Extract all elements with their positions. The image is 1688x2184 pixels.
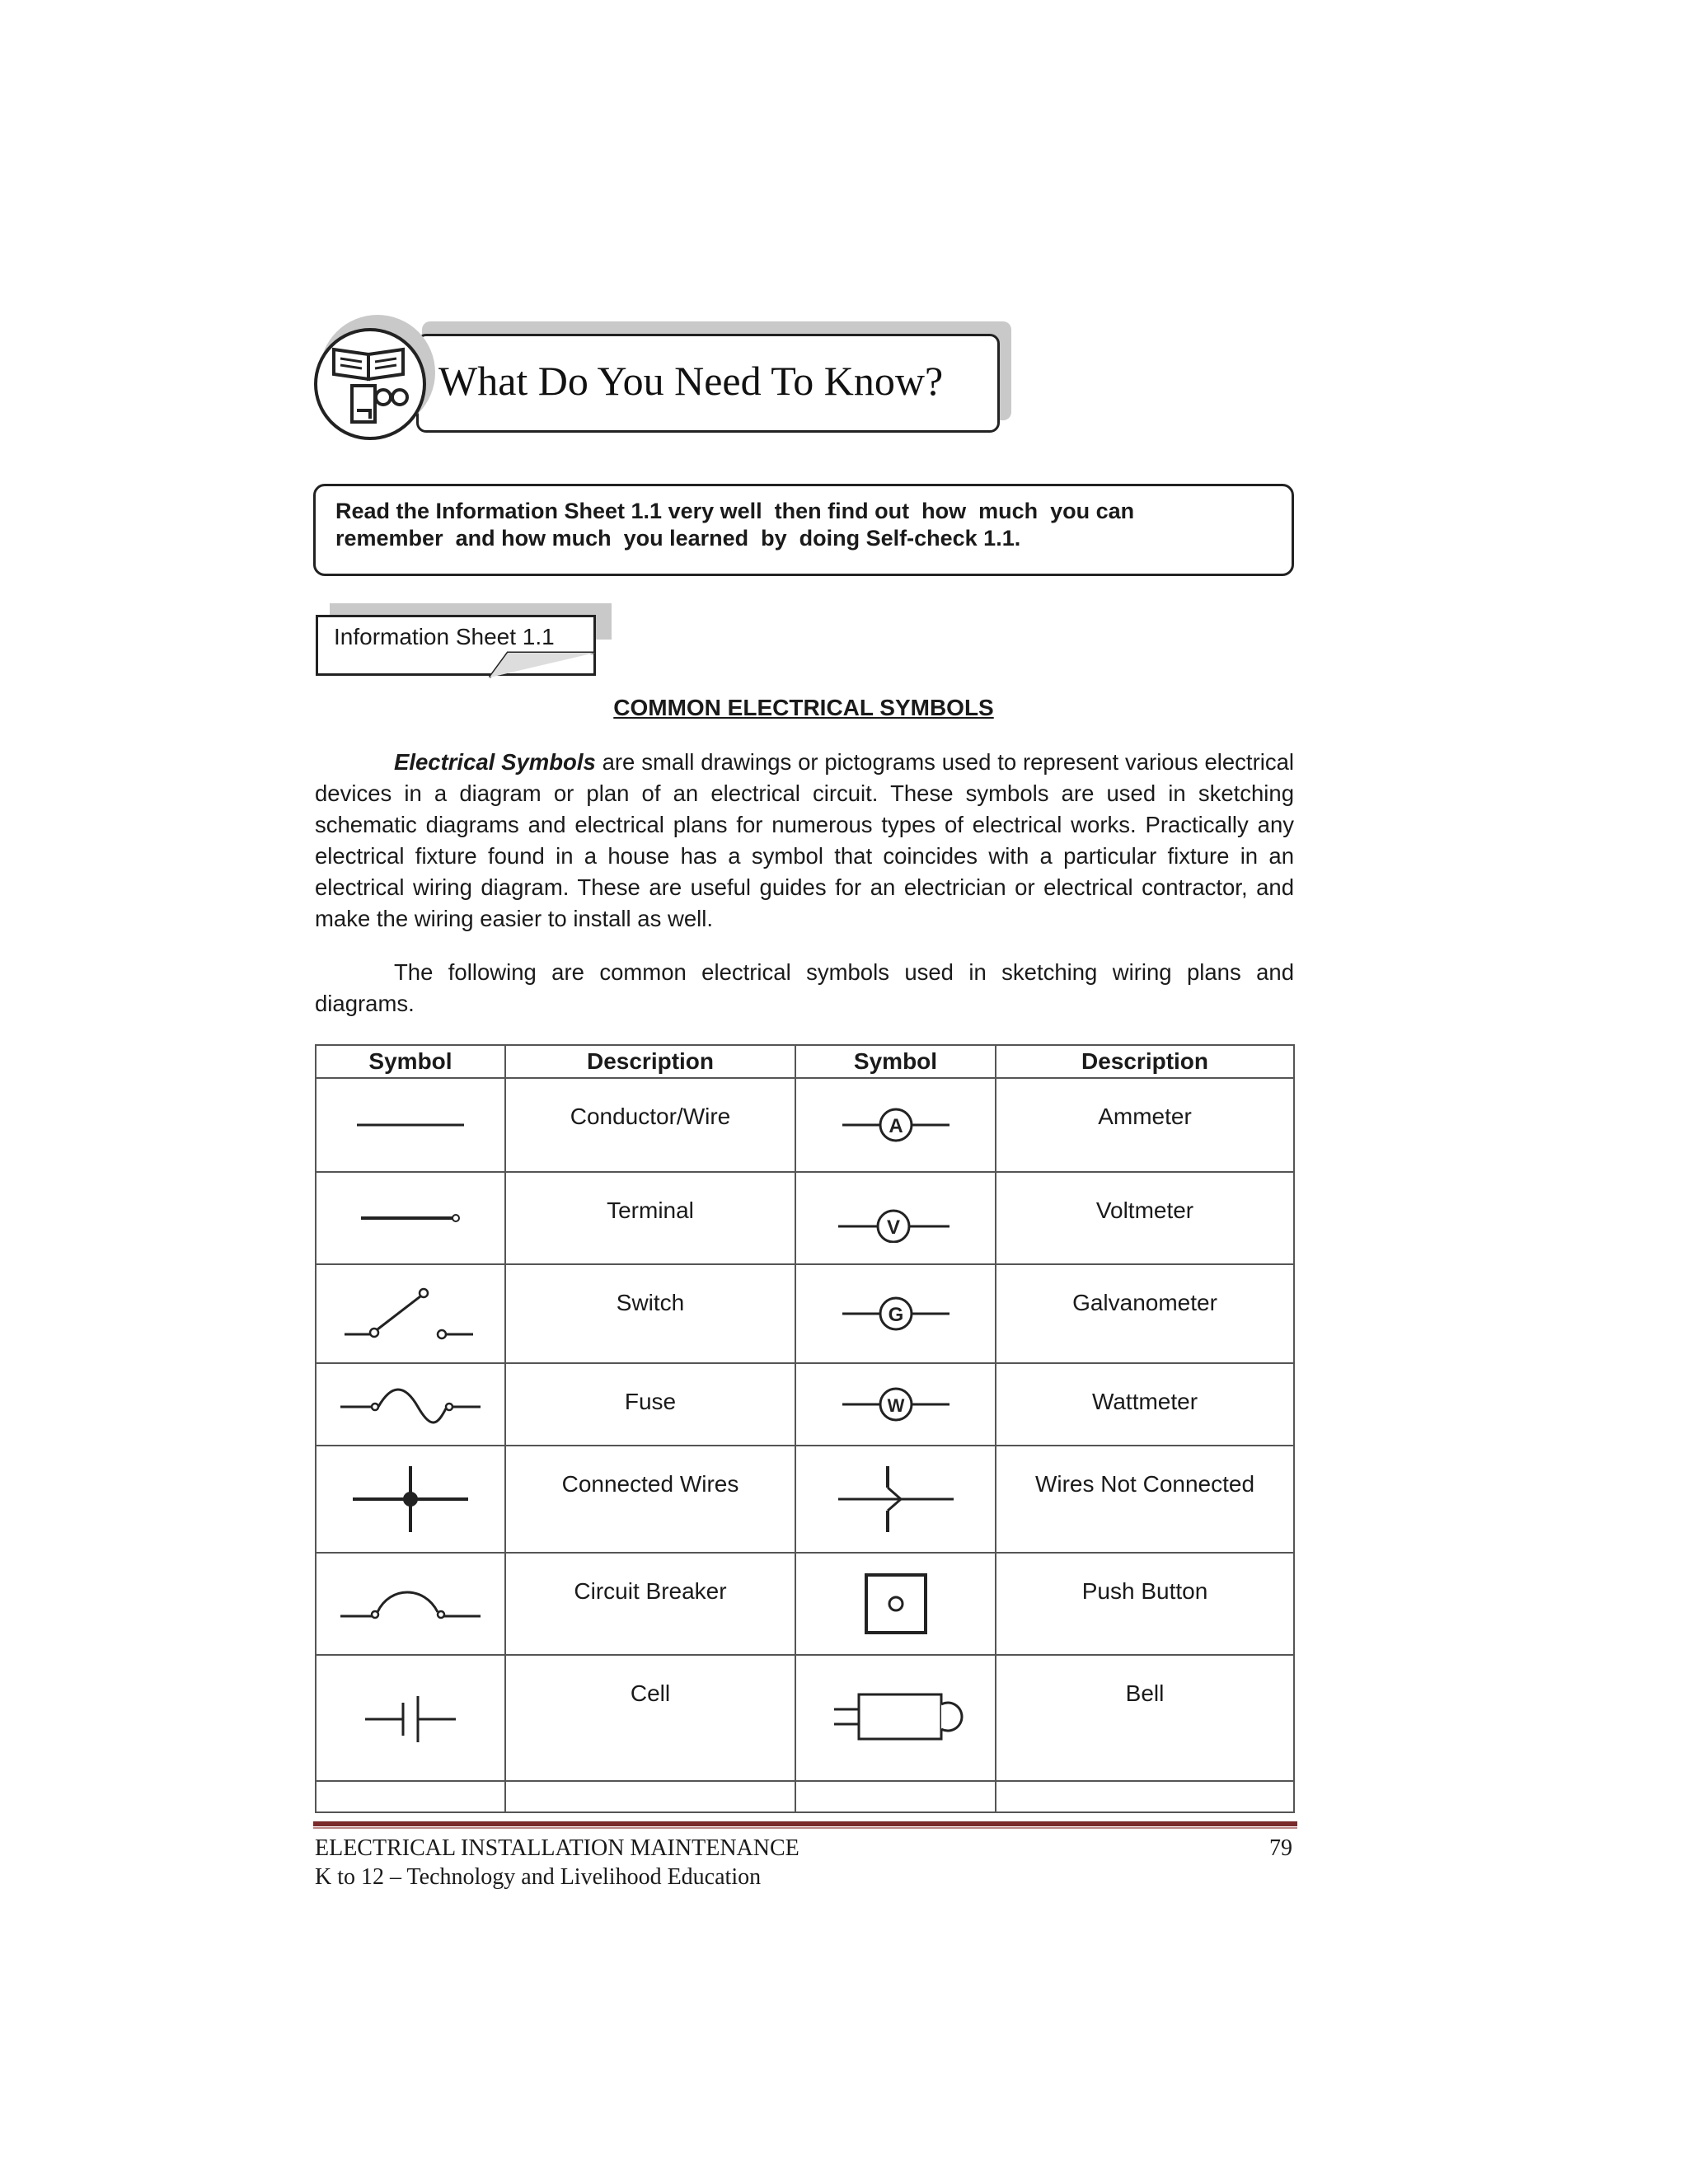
paragraph-body: are small drawings or pictograms used to represent various electrical devices in a diagram or plan of an electrical circuit. These symbols are used in sketching schematic diagrams and electrical plans for numerous types of electrical works. Practically any electrical fixture found in a house has a symbol that coincides with a particular fixture in an electrical wiring diagram. These are useful guides for an electrician or electrical contractor, and make the wiring easier to install as well. (315, 749, 1294, 931)
voltmeter-icon (834, 1193, 958, 1243)
galvanometer-letter: G (888, 1304, 903, 1326)
paragraph-lead: Electrical Symbols (394, 749, 596, 775)
description-cell: Conductor/Wire (505, 1078, 795, 1172)
fuse-icon (332, 1376, 489, 1433)
description-cell: Galvanometer (996, 1264, 1294, 1363)
instruction-line-1: Read the Information Sheet 1.1 very well then find out how much you can (335, 499, 1135, 523)
wattmeter-icon (834, 1380, 958, 1429)
header-description-2: Description (996, 1045, 1294, 1078)
page-title: What Do You Need To Know? (438, 358, 944, 404)
description-cell: Fuse (505, 1363, 795, 1446)
description-cell: Terminal (505, 1172, 795, 1264)
table-row (316, 1363, 1294, 1446)
connected-wires-icon (345, 1458, 476, 1540)
table-row (316, 1553, 1294, 1655)
table-row (316, 1446, 1294, 1553)
cell-icon (357, 1690, 464, 1747)
section-heading: COMMON ELECTRICAL SYMBOLS (613, 695, 994, 720)
circuit-breaker-icon (332, 1571, 489, 1637)
paragraph-following: The following are common electrical symbols used in sketching wiring plans and diagrams. (315, 959, 1294, 1016)
description-cell: Cell (505, 1655, 795, 1781)
description-cell: Wires Not Connected (996, 1446, 1294, 1553)
page-number: 79 (1269, 1835, 1292, 1861)
header-description-1: Description (505, 1045, 795, 1078)
tab-fold-icon (486, 649, 602, 679)
description-cell: Wattmeter (996, 1363, 1294, 1446)
footer-rule (313, 1821, 1297, 1826)
header-symbol-2: Symbol (795, 1045, 996, 1078)
table-row (316, 1078, 1294, 1172)
conductor-wire-icon (349, 1108, 472, 1141)
push-button-icon (855, 1567, 937, 1641)
wires-not-connected-icon (830, 1458, 962, 1540)
switch-icon (336, 1277, 485, 1351)
footer-course-title: ELECTRICAL INSTALLATION MAINTENANCE (315, 1835, 799, 1861)
instruction-box (313, 484, 1294, 576)
table-header-row (316, 1045, 1294, 1078)
bell-icon (818, 1681, 974, 1755)
table-row (316, 1172, 1294, 1264)
paragraph-intro (315, 747, 1294, 935)
description-cell: Connected Wires (505, 1446, 795, 1553)
description-cell: Circuit Breaker (505, 1553, 795, 1655)
description-cell: Push Button (996, 1553, 1294, 1655)
ammeter-icon (834, 1104, 958, 1146)
footer-subtitle: K to 12 – Technology and Livelihood Education (315, 1864, 762, 1890)
table-row-empty (316, 1781, 1294, 1812)
description-cell: Switch (505, 1264, 795, 1363)
symbols-table (315, 1044, 1295, 1813)
instruction-line-2: remember and how much you learned by doing Self-check 1.1. (335, 526, 1021, 551)
terminal-icon (349, 1202, 472, 1235)
description-cell: Ammeter (996, 1078, 1294, 1172)
description-cell: Bell (996, 1655, 1294, 1781)
book-and-glasses-icon (314, 328, 426, 440)
table-row (316, 1655, 1294, 1781)
galvanometer-icon (834, 1289, 958, 1338)
wattmeter-letter: W (887, 1395, 904, 1416)
table-row (316, 1264, 1294, 1363)
description-cell: Voltmeter (996, 1172, 1294, 1264)
header-symbol-1: Symbol (316, 1045, 505, 1078)
footer-rule-secondary (313, 1827, 1297, 1829)
info-sheet-label: Information Sheet 1.1 (334, 624, 555, 649)
ammeter-letter: A (888, 1115, 903, 1137)
voltmeter-letter: V (886, 1216, 900, 1239)
